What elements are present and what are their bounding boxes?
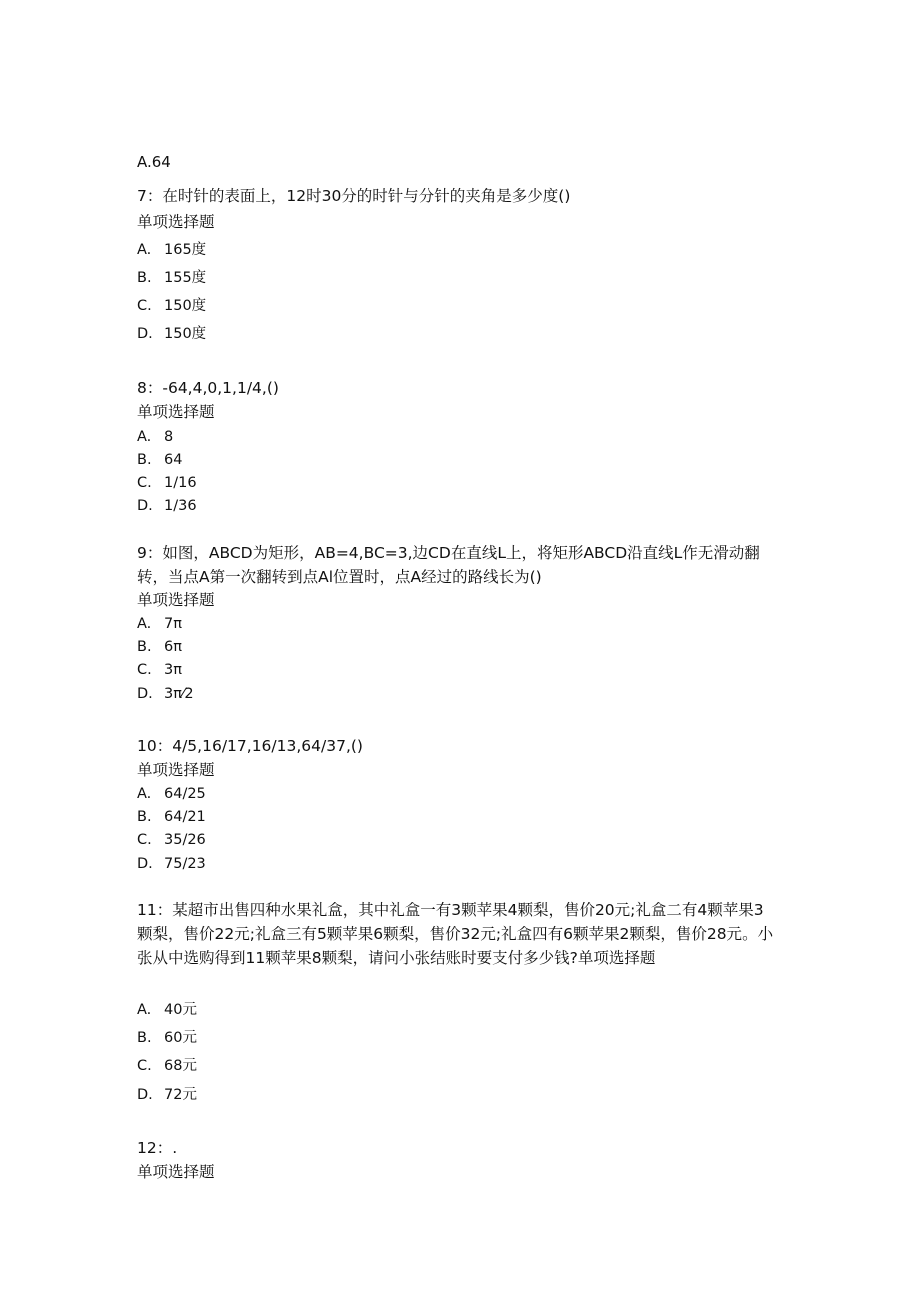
question-12-text: 12：. [137, 1139, 178, 1157]
option-text: 3π⁄2 [164, 686, 194, 702]
option-text: 64/21 [164, 809, 206, 825]
option-letter: A. [137, 1002, 152, 1018]
option-letter: D. [137, 326, 153, 342]
option-letter: C. [137, 662, 152, 678]
question-11-option-b[interactable] [137, 1028, 197, 1048]
option-letter: A. [137, 429, 152, 445]
question-10-text: 10：4/5,16/17,16/13,64/37,() [137, 737, 363, 755]
option-letter: B. [137, 270, 152, 286]
option-text: 6π [164, 639, 182, 655]
option-text: 155度 [164, 270, 207, 286]
option-letter: A. [137, 242, 152, 258]
question-9-option-d[interactable] [137, 684, 194, 704]
question-11-option-d[interactable] [137, 1085, 197, 1105]
question-10-option-d[interactable] [137, 854, 206, 874]
question-8-option-d[interactable] [137, 496, 197, 516]
option-letter: B. [137, 809, 152, 825]
option-letter: C. [137, 298, 152, 314]
option-text: 60元 [164, 1030, 197, 1046]
option-text: 64 [164, 452, 183, 468]
option-letter: C. [137, 832, 152, 848]
question-7-type: 单项选择题 [137, 213, 215, 231]
option-text: 72元 [164, 1087, 197, 1103]
option-text: 150度 [164, 326, 207, 342]
question-10-option-a[interactable] [137, 784, 206, 804]
question-12-type: 单项选择题 [137, 1163, 215, 1181]
option-text: 8 [164, 429, 174, 445]
option-text: 1/16 [164, 475, 197, 491]
question-11-option-c[interactable] [137, 1056, 197, 1076]
option-letter: D. [137, 856, 153, 872]
question-8-text: 8：-64,4,0,1,1/4,() [137, 379, 279, 397]
question-9-option-c[interactable] [137, 660, 182, 680]
option-letter: A. [137, 786, 152, 802]
option-text: 75/23 [164, 856, 206, 872]
question-11-option-a[interactable] [137, 1000, 197, 1020]
question-11-text: 11：某超市出售四种水果礼盒，其中礼盒一有3颗苹果4颗梨，售价20元;礼盒二有4颗苹果3颗梨，售价22元;礼盒三有5颗苹果6颗梨，售价32元;礼盒四有6颗苹果2颗梨，售价28元。小张从中选购得到11颗苹果8颗梨，请问小张结账时要支付多少钱?单项选择题 [137, 901, 774, 967]
option-text: 1/36 [164, 498, 197, 514]
option-letter: A. [137, 616, 152, 632]
option-text: 150度 [164, 298, 207, 314]
previous-answer: A.64 [137, 153, 171, 171]
question-10-option-b[interactable] [137, 807, 206, 827]
question-7-option-b[interactable] [137, 268, 206, 288]
option-text: 7π [164, 616, 182, 632]
option-letter: D. [137, 498, 153, 514]
option-text: 40元 [164, 1002, 197, 1018]
question-8-option-b[interactable] [137, 450, 182, 470]
question-10-option-c[interactable] [137, 830, 206, 850]
question-9-type: 单项选择题 [137, 591, 215, 609]
question-9-text: 9：如图，ABCD为矩形，AB=4,BC=3,边CD在直线L上，将矩形ABCD沿直线L作无滑动翻转，当点A第一次翻转到点Al位置时，点A经过的路线长为() [137, 544, 760, 586]
question-8-option-c[interactable] [137, 473, 197, 493]
question-7-option-a[interactable] [137, 240, 206, 260]
option-text: 64/25 [164, 786, 206, 802]
option-letter: B. [137, 452, 152, 468]
question-8-option-a[interactable] [137, 427, 173, 447]
option-letter: C. [137, 1058, 152, 1074]
option-text: 3π [164, 662, 182, 678]
question-9-option-a[interactable] [137, 614, 182, 634]
question-7-option-d[interactable] [137, 324, 206, 344]
option-text: 35/26 [164, 832, 206, 848]
option-text: 165度 [164, 242, 207, 258]
option-letter: D. [137, 686, 153, 702]
option-letter: B. [137, 1030, 152, 1046]
question-7-option-c[interactable] [137, 296, 206, 316]
option-letter: D. [137, 1087, 153, 1103]
question-8-type: 单项选择题 [137, 403, 215, 421]
option-text: 68元 [164, 1058, 197, 1074]
question-9-option-b[interactable] [137, 637, 182, 657]
question-7-text: 7：在时针的表面上，12时30分的时针与分针的夹角是多少度() [137, 187, 571, 205]
option-letter: C. [137, 475, 152, 491]
option-letter: B. [137, 639, 152, 655]
question-10-type: 单项选择题 [137, 761, 215, 779]
